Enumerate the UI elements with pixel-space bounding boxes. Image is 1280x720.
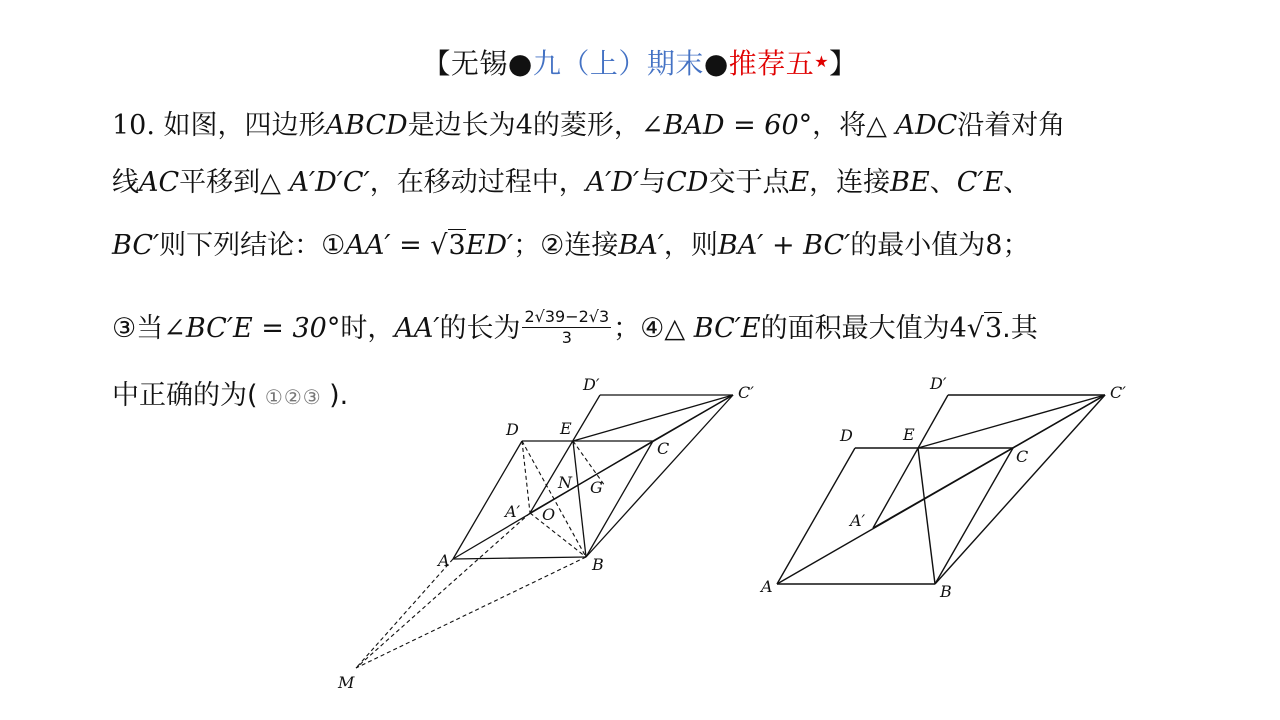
figure-1 <box>356 395 733 668</box>
label-M: M <box>338 673 355 692</box>
math: BE <box>890 167 930 198</box>
segment-CCp <box>653 395 733 441</box>
segment-BE <box>573 441 586 557</box>
math: ∠BAD = 60° <box>640 110 813 141</box>
math: BC′ <box>112 230 160 261</box>
text: 中正确的为( <box>112 380 258 411</box>
text: 平移到 <box>179 167 261 198</box>
segment-AD <box>777 448 855 584</box>
title-bracket-left: 【 <box>422 47 451 80</box>
label-N: N <box>558 473 572 492</box>
text: 、 <box>929 167 957 198</box>
text: 是边长为 <box>407 110 516 141</box>
text: ； <box>1002 230 1030 261</box>
label-B: B <box>592 555 604 574</box>
segment-BCp <box>935 395 1105 584</box>
segment-ApDp <box>873 395 948 528</box>
label-C: C <box>1016 447 1029 466</box>
label-D: D <box>840 426 853 445</box>
label-B: B <box>940 582 952 601</box>
dashed-ApB <box>530 513 586 557</box>
text: .其 <box>1002 313 1038 344</box>
math: AA′ <box>394 313 440 344</box>
fraction-denominator: 3 <box>561 328 572 347</box>
text: ，则 <box>663 230 718 261</box>
label-E: E <box>560 419 572 438</box>
text: ；②连接 <box>513 230 619 261</box>
text: 、 <box>1003 167 1031 198</box>
text: 沿着对角 <box>957 110 1066 141</box>
text: 则下列结论：① <box>159 230 346 261</box>
math: △ A′D′C′ <box>260 167 370 198</box>
sqrt-sign: √ <box>430 230 448 261</box>
label-D-prime: D′ <box>583 375 600 394</box>
text: 的面积最大值为 <box>760 313 950 344</box>
title-grade: 九（上） <box>532 47 647 80</box>
label-A-prime: A′ <box>505 502 521 521</box>
math: △ BC′E <box>664 313 761 344</box>
segment-BC <box>935 448 1013 584</box>
text: ). <box>329 380 349 411</box>
dashed-ApM <box>356 513 530 668</box>
math: C′E <box>956 167 1004 198</box>
label-D-prime: D′ <box>930 374 947 393</box>
problem-number: 10. <box>112 110 164 141</box>
sqrt-sign: √ <box>966 313 984 344</box>
sqrt-radicand: 3 <box>448 230 466 261</box>
segment-BC <box>586 441 653 557</box>
figure-2 <box>777 395 1105 584</box>
dashed-AM <box>356 559 453 668</box>
label-C: C <box>657 439 670 458</box>
text: 与 <box>639 167 667 198</box>
math: ∠BC′E = 30° <box>163 313 341 344</box>
label-E: E <box>903 425 915 444</box>
segment-BCp <box>586 395 733 557</box>
label-C-prime: C′ <box>738 383 754 402</box>
title-tag: 推荐五 <box>728 47 815 80</box>
label-A-prime: A′ <box>850 511 866 530</box>
label-O: O <box>542 505 556 524</box>
segment-BE <box>918 448 935 584</box>
math: 4 <box>515 110 533 141</box>
math: △ ADC <box>866 110 958 141</box>
text: 如图，四边形 <box>163 110 326 141</box>
math: AA′ = <box>345 230 431 261</box>
segment-AB <box>453 557 586 559</box>
text: ；④ <box>613 313 665 344</box>
label-G: G <box>590 478 603 497</box>
text: ，将 <box>812 110 867 141</box>
math: BA′ + BC′ <box>717 230 851 261</box>
segment-ECp <box>573 395 733 441</box>
text: 的最小值为 <box>850 230 986 261</box>
text: 的菱形， <box>532 110 641 141</box>
label-A: A <box>438 551 450 570</box>
dashed-BM <box>356 557 586 668</box>
math: ABCD <box>325 110 408 141</box>
label-A: A <box>761 577 773 596</box>
text: 线 <box>112 167 139 198</box>
label-D: D <box>506 420 519 439</box>
title-term: 期末 <box>646 47 704 80</box>
math: BA′ <box>618 230 664 261</box>
title-bracket-right: 】 <box>829 47 858 80</box>
math: AC <box>139 167 180 198</box>
fraction-numerator: 2√39−2√3 <box>524 307 610 326</box>
figure-1-labels <box>337 375 754 692</box>
math: CD <box>666 167 709 198</box>
title-dot-1: ● <box>507 47 533 80</box>
text: ，连接 <box>809 167 891 198</box>
math: E <box>789 167 810 198</box>
math: 8 <box>985 230 1003 261</box>
title-region: 无锡 <box>450 47 508 80</box>
math: 4 <box>949 313 967 344</box>
math: ED′ <box>465 230 514 261</box>
label-C-prime: C′ <box>1110 383 1126 402</box>
title-dot-2: ● <box>703 47 729 80</box>
answer-text: ①②③ <box>257 385 330 409</box>
text: ，在移动过程中， <box>369 167 586 198</box>
text: 时， <box>340 313 395 344</box>
dashed-DAp <box>522 441 530 513</box>
dashed-DB <box>522 441 586 557</box>
segment-ECp <box>918 395 1105 448</box>
star-icon: ★ <box>814 52 830 71</box>
text: 交于点 <box>708 167 790 198</box>
segment-AD <box>453 441 522 559</box>
math: A′D′ <box>585 167 640 198</box>
text: ③当 <box>112 313 164 344</box>
text: 的长为 <box>439 313 521 344</box>
segment-CCp <box>1013 395 1105 448</box>
sqrt-radicand: 3 <box>984 313 1003 344</box>
